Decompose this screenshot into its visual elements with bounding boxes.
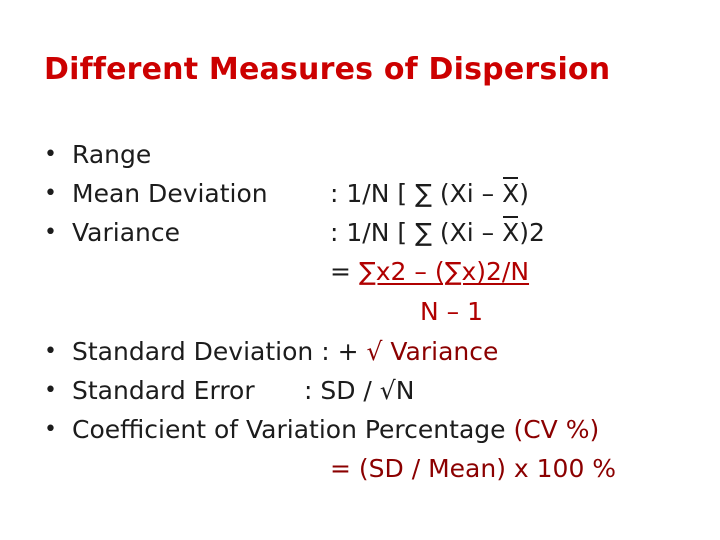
formula-text: )2 xyxy=(519,218,545,247)
bullet-icon: • xyxy=(44,378,57,403)
mean-deviation-formula xyxy=(330,181,529,206)
sd-formula: √ Variance xyxy=(366,337,499,366)
cv-line xyxy=(72,417,599,442)
x-bar-symbol: X xyxy=(502,218,520,247)
variance-formula xyxy=(330,220,545,245)
x-bar-symbol: X xyxy=(502,179,520,208)
bullet-standard-error: Standard Error xyxy=(72,376,255,405)
equals-sign: = xyxy=(330,257,359,286)
variance-denominator: N – 1 xyxy=(420,297,484,326)
formula-text: : 1/N [ ∑ (Xi – xyxy=(330,218,503,247)
slide-title: Different Measures of Dispersion xyxy=(44,52,611,87)
bullet-range: Range xyxy=(72,140,152,169)
bullet-icon: • xyxy=(44,181,57,206)
bullet-coefficient-of-variation: Coefficient of Variation Percentage xyxy=(72,415,506,444)
bullet-mean-deviation: Mean Deviation xyxy=(72,179,268,208)
cv-label: (CV %) xyxy=(513,415,600,444)
variance-alt-formula xyxy=(330,259,529,284)
bullet-icon: • xyxy=(44,339,57,364)
bullet-icon: • xyxy=(44,220,57,245)
variance-numerator: ∑x2 – (∑x)2/N xyxy=(358,257,530,286)
bullet-icon: • xyxy=(44,417,57,442)
standard-error-formula: : SD / √N xyxy=(304,376,415,405)
formula-text: : 1/N [ ∑ (Xi – xyxy=(330,179,503,208)
standard-deviation-line xyxy=(72,339,498,364)
formula-text: ) xyxy=(519,179,529,208)
sd-formula-prefix: : + xyxy=(321,337,367,366)
bullet-standard-deviation: Standard Deviation xyxy=(72,337,314,366)
bullet-variance: Variance xyxy=(72,218,180,247)
cv-formula: = (SD / Mean) x 100 % xyxy=(330,454,617,483)
bullet-icon: • xyxy=(44,142,57,167)
